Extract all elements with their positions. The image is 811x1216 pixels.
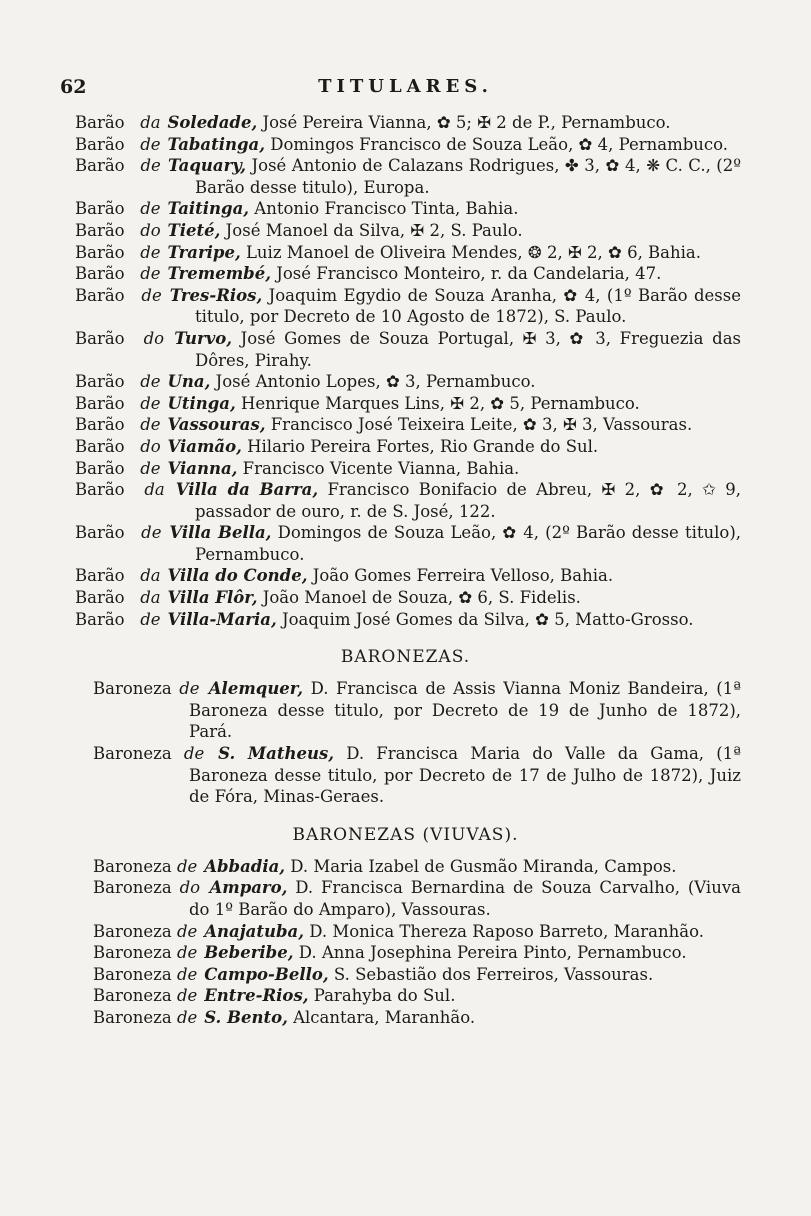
entry-title: Taquary, — [167, 156, 247, 176]
title-entry — [93, 678, 741, 743]
entry-particle: de — [176, 943, 198, 963]
entry-title: Traripe, — [167, 242, 241, 262]
entry-title: Villa Bella, — [169, 523, 272, 543]
entry-particle: da — [140, 588, 161, 608]
entry-rank: Barão — [75, 156, 125, 176]
entry-title: Tremembé, — [167, 264, 271, 284]
entry-title: Alemquer, — [208, 679, 304, 699]
baronezas-list — [93, 678, 741, 808]
title-entry — [75, 220, 741, 242]
title-entry — [75, 285, 741, 328]
entry-rank: Barão — [75, 436, 125, 456]
entry-rank: Baroneza — [93, 744, 172, 764]
entry-text: Francisco Bonifacio de Abreu, ✠ 2, ✿ 2, ✩ 9, passador de ouro, r. de S. José, 122. — [195, 480, 742, 521]
entry-particle: de — [140, 609, 161, 629]
entry-text: José Antonio de Calazans Rodrigues, ✤ 3, ✿ 4, ❋ C. C., (2º Barão desse titulo), Europa. — [195, 156, 741, 197]
entry-particle: da — [140, 566, 161, 586]
entry-text: D. Francisca de Assis Vianna Moniz Bandeira, (1ª Baroneza desse titulo, por Decreto de 19 de Junho de 1872), Pará. — [189, 679, 741, 742]
section-heading-baronezas-viuvas: BARONEZAS (VIUVAS). — [292, 824, 519, 845]
title-entry — [75, 522, 741, 565]
title-entry — [75, 479, 741, 522]
title-entry — [93, 877, 741, 920]
title-entry — [75, 436, 741, 458]
entry-particle: de — [183, 744, 205, 764]
entry-text: Joaquim José Gomes da Silva, ✿ 5, Matto-Grosso. — [281, 609, 694, 629]
entry-text: D. Monica Thereza Raposo Barreto, Maranhão. — [309, 921, 705, 941]
title-entry — [75, 414, 741, 436]
entry-rank: Barão — [75, 242, 125, 262]
running-title: TITULARES. — [318, 76, 493, 97]
title-entry — [93, 921, 741, 943]
entry-text: José Antonio Lopes, ✿ 3, Pernambuco. — [215, 372, 536, 392]
entry-particle: de — [140, 242, 161, 262]
entry-rank: Barão — [75, 134, 125, 154]
page-header — [0, 76, 811, 106]
entry-particle: de — [140, 156, 161, 176]
entry-title: Viamão, — [167, 436, 242, 456]
barons-list — [75, 112, 741, 630]
entry-text: D. Anna Josephina Pereira Pinto, Pernambuco. — [298, 943, 687, 963]
entry-title: Villa Flôr, — [167, 588, 258, 608]
title-entry — [75, 393, 741, 415]
title-entry — [93, 1007, 741, 1029]
entry-rank: Baroneza — [93, 964, 172, 984]
entry-text: João Manoel de Souza, ✿ 6, S. Fidelis. — [262, 588, 581, 608]
entry-title: Campo-Bello, — [204, 964, 329, 984]
entry-rank: Barão — [75, 415, 125, 435]
entry-particle: de — [140, 372, 161, 392]
entry-title: Beberibe, — [204, 943, 294, 963]
entry-text: Francisco Vicente Vianna, Bahia. — [242, 458, 520, 478]
entry-rank: Barão — [75, 458, 125, 478]
entry-title: S. Matheus, — [218, 744, 334, 764]
entry-text: Luiz Manoel de Oliveira Mendes, ❂ 2, ✠ 2, ✿ 6, Bahia. — [245, 242, 702, 262]
entry-text: Domingos de Souza Leão, ✿ 4, (2º Barão desse titulo), Pernambuco. — [195, 523, 742, 564]
entry-text: Hilario Pereira Fortes, Rio Grande do Sul. — [247, 436, 599, 456]
entry-title: Una, — [167, 372, 211, 392]
title-entry — [75, 198, 741, 220]
page-number: 62 — [60, 76, 87, 98]
entry-particle: de — [176, 986, 198, 1006]
entry-text: Parahyba do Sul. — [313, 986, 456, 1006]
entry-rank: Barão — [75, 199, 125, 219]
entry-rank: Barão — [75, 113, 125, 132]
entry-particle: de — [176, 856, 198, 876]
entry-rank: Barão — [75, 372, 125, 392]
entry-rank: Baroneza — [93, 679, 172, 699]
title-entry — [93, 743, 741, 808]
entry-title: Tabatinga, — [167, 134, 265, 154]
title-entry — [93, 964, 741, 986]
entry-particle: do — [143, 328, 165, 348]
title-entry — [93, 985, 741, 1007]
entry-title: Utinga, — [167, 393, 236, 413]
entry-rank: Baroneza — [93, 986, 172, 1006]
entry-text: Antonio Francisco Tinta, Bahia. — [254, 199, 519, 219]
entry-text: Alcantara, Maranhão. — [293, 1007, 476, 1027]
entry-rank: Barão — [75, 480, 125, 500]
entry-text: Joaquim Egydio de Souza Aranha, ✿ 4, (1º Barão desse titulo, por Decreto de 10 Agosto de 1872), S. Paulo. — [195, 285, 742, 327]
entry-rank: Barão — [75, 285, 125, 305]
entry-particle: de — [140, 458, 161, 478]
entry-particle: de — [176, 921, 198, 941]
entry-text: José Manoel da Silva, ✠ 2, S. Paulo. — [225, 220, 523, 240]
entry-particle: do — [140, 436, 161, 456]
entry-particle: de — [140, 134, 161, 154]
entry-particle: da — [144, 480, 165, 500]
entry-particle: de — [140, 393, 161, 413]
entry-title: Anajatuba, — [204, 921, 304, 941]
entry-particle: de — [176, 964, 198, 984]
entry-rank: Barão — [75, 220, 125, 240]
entry-particle: de — [140, 264, 161, 284]
title-entry — [75, 371, 741, 393]
entry-rank: Baroneza — [93, 943, 172, 963]
entry-particle: de — [140, 415, 161, 435]
section-heading-baronezas: BARONEZAS. — [340, 647, 471, 668]
entry-title: Villa-Maria, — [167, 609, 277, 629]
entry-text: D. Francisca Maria do Valle da Gama, (1ª Baroneza desse titulo, por Decreto de 17 de Julho de 1872), Juiz de Fóra, Minas-Geraes. — [189, 744, 742, 807]
title-entry — [75, 458, 741, 480]
baronezas-viuvas-list — [93, 856, 741, 1029]
entry-title: Tres-Rios, — [169, 285, 263, 305]
entry-particle: de — [141, 285, 162, 305]
entry-rank: Barão — [75, 328, 125, 348]
entry-text: Henrique Marques Lins, ✠ 2, ✿ 5, Pernambuco. — [241, 393, 640, 413]
title-entry — [75, 328, 741, 371]
entry-title: Vianna, — [167, 458, 238, 478]
entry-title: Taitinga, — [167, 199, 250, 219]
entry-particle: da — [140, 113, 161, 132]
entry-rank: Baroneza — [93, 921, 172, 941]
entry-rank: Baroneza — [93, 1007, 172, 1027]
entry-particle: de — [140, 199, 161, 219]
entry-text: João Gomes Ferreira Velloso, Bahia. — [312, 566, 614, 586]
entry-rank: Barão — [75, 264, 125, 284]
entry-text: S. Sebastião dos Ferreiros, Vassouras. — [333, 964, 654, 984]
title-entry — [75, 112, 741, 134]
entry-rank: Barão — [75, 609, 125, 629]
entry-particle: do — [179, 878, 201, 898]
title-entry — [75, 587, 741, 609]
entry-text: José Francisco Monteiro, r. da Candelaria, 47. — [276, 264, 662, 284]
entry-text: Francisco José Teixeira Leite, ✿ 3, ✠ 3, Vassouras. — [270, 415, 693, 435]
title-entry — [93, 942, 741, 964]
entry-rank: Baroneza — [93, 878, 172, 898]
entry-particle: do — [140, 220, 161, 240]
entry-particle: de — [176, 1007, 198, 1027]
entry-title: Turvo, — [174, 328, 233, 348]
entry-text: José Gomes de Souza Portugal, ✠ 3, ✿ 3, Freguezia das Dôres, Pirahy. — [195, 328, 742, 370]
entry-rank: Barão — [75, 566, 125, 586]
entry-title: Villa da Barra, — [175, 480, 319, 500]
entry-text: D. Maria Izabel de Gusmão Miranda, Campos. — [290, 856, 677, 876]
title-entry — [75, 155, 741, 198]
entry-rank: Barão — [75, 523, 125, 543]
title-entry — [93, 856, 741, 878]
entry-title: Entre-Rios, — [204, 986, 309, 1006]
entry-title: Villa do Conde, — [167, 566, 308, 586]
entry-rank: Barão — [75, 393, 125, 413]
title-entry — [75, 242, 741, 264]
entry-title: Soledade, — [167, 113, 258, 132]
title-entry — [75, 263, 741, 285]
entry-text: José Pereira Vianna, ✿ 5; ✠ 2 de P., Pernambuco. — [262, 113, 671, 132]
entry-text: Domingos Francisco de Souza Leão, ✿ 4, Pernambuco. — [270, 134, 729, 154]
title-entry — [75, 134, 741, 156]
entry-rank: Baroneza — [93, 856, 172, 876]
entry-title: Vassouras, — [167, 415, 266, 435]
title-entry — [75, 565, 741, 587]
entry-text: D. Francisca Bernardina de Souza Carvalho, (Viuva do 1º Barão do Amparo), Vassouras. — [189, 878, 741, 919]
entry-particle: de — [179, 679, 200, 699]
entry-title: S. Bento, — [204, 1007, 288, 1027]
entry-particle: de — [141, 523, 162, 543]
entry-rank: Barão — [75, 588, 125, 608]
entry-title: Amparo, — [209, 878, 288, 898]
title-entry — [75, 609, 741, 631]
entry-title: Abbadia, — [204, 856, 286, 876]
entry-title: Tieté, — [167, 220, 221, 240]
